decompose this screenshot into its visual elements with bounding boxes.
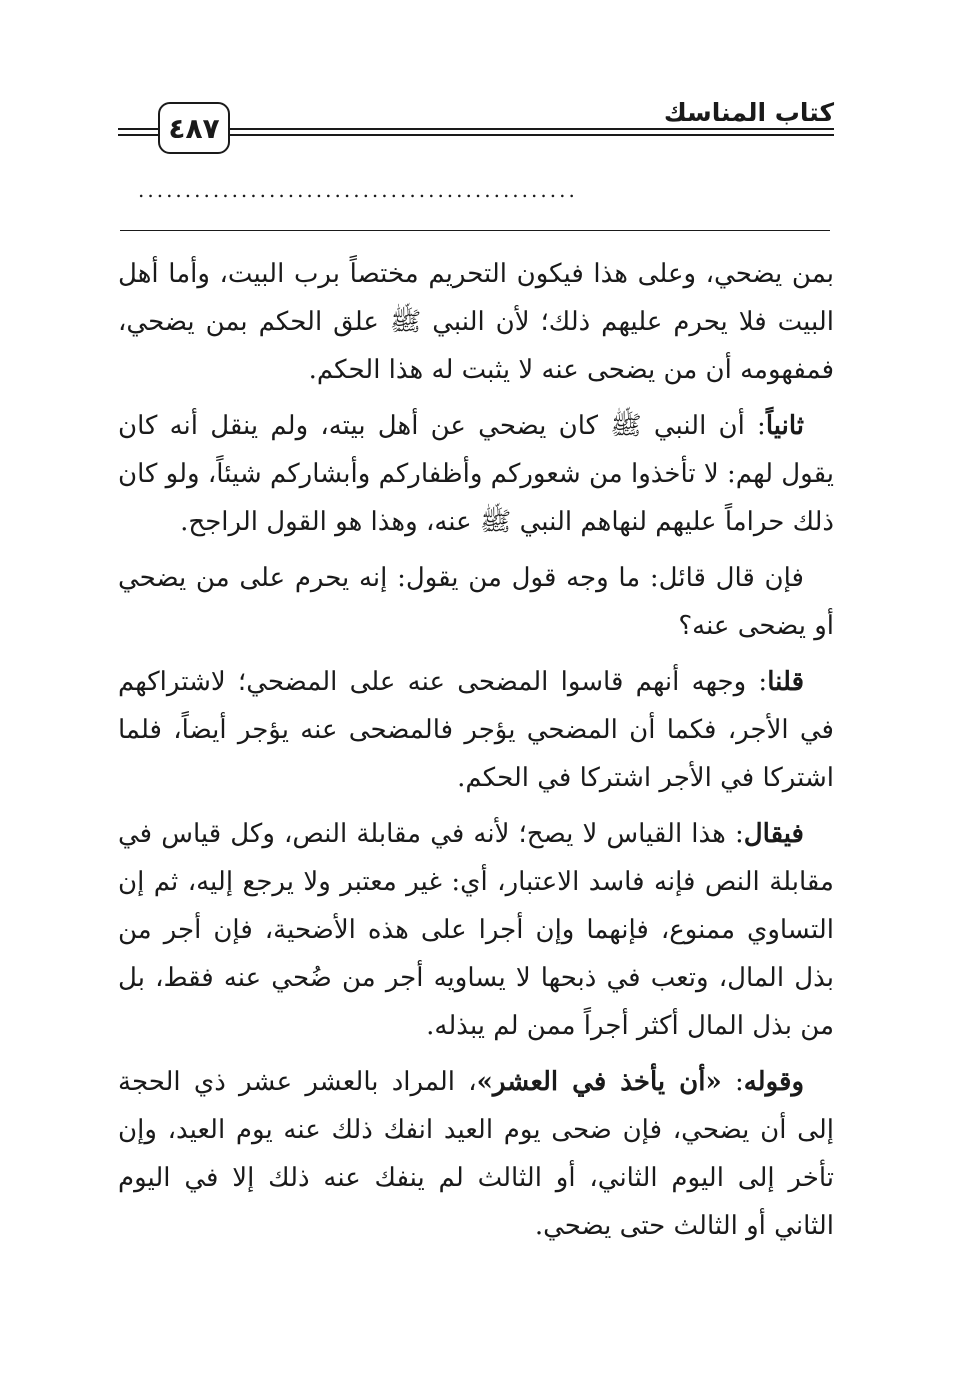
paragraph-5 xyxy=(118,810,834,1050)
paragraph-6-quote: «أن يأخذ في العشر» xyxy=(476,1067,722,1097)
paragraph-4-text: : وجهه أنهم قاسوا المضحى عنه على المضحي؛ لاشتراكهم في الأجر، فكما أن المضحي يؤجر فالمضحى عنه يؤجر أيضاً، فلما اشتركا في الأجر اشتركا في الحكم. xyxy=(118,667,834,793)
paragraph-4 xyxy=(118,658,834,802)
paragraph-6-term: وقوله xyxy=(743,1067,805,1097)
paragraph-5-text: : هذا القياس لا يصح؛ لأنه في مقابلة النص، وكل قياس في مقابلة النص فإنه فاسد الاعتبار، أي: غير معتبر ولا يرجع إليه، ثم إن التساوي ممنوع، فإنهما وإن أجرا على هذه الأضحية، فإن أجر من بذل المال، وتعب في ذبحها لا يساويه أجر من ضُحي عنه فقط، بل من بذل المال أكثر أجراً ممن لم يبذله. xyxy=(118,819,834,1041)
book-title: كتاب المناسك xyxy=(654,98,834,127)
footnote-rule xyxy=(120,230,830,231)
footnote-separator-dots: ............................................... xyxy=(138,178,578,202)
page-header xyxy=(118,98,834,158)
paragraph-4-term: قلنا xyxy=(767,667,804,697)
paragraph-1-text: بمن يضحي، وعلى هذا فيكون التحريم مختصاً برب البيت، وأما أهل البيت فلا يحرم عليهم ذلك؛ لأن النبي ﷺ علق الحكم بمن يضحي، فمفهومه أن من يضحى عنه لا يثبت له هذا الحكم. xyxy=(118,259,834,385)
paragraph-3-text: فإن قال قائل: ما وجه قول من يقول: إنه يحرم على من يضحي أو يضحى عنه؟ xyxy=(118,563,834,641)
paragraph-2-term: ثانياً xyxy=(765,411,804,441)
paragraph-6 xyxy=(118,1058,834,1250)
paragraph-6-text: ، المراد بالعشر عشر ذي الحجة إلى أن يضحي، فإن ضحى يوم العيد انفك ذلك عنه يوم العيد، وإن تأخر إلى اليوم الثاني، أو الثالث لم ينفك عنه ذلك إلا في اليوم الثاني أو الثالث حتى يضحي. xyxy=(118,1067,834,1241)
body-text xyxy=(118,250,834,1264)
paragraph-3 xyxy=(118,554,834,650)
page-number: ٤٨٧ xyxy=(158,102,230,154)
paragraph-1 xyxy=(118,250,834,394)
paragraph-2 xyxy=(118,402,834,546)
paragraph-6-text-a: : xyxy=(721,1067,744,1097)
paragraph-5-term: فيقال xyxy=(743,819,804,849)
paragraph-2-text: : أن النبي ﷺ كان يضحي عن أهل بيته، ولم ينقل أنه كان يقول لهم: لا تأخذوا من شعوركم وأظفاركم وأبشاركم شيئاً، ولو كان ذلك حراماً عليهم لنهاهم النبي ﷺ عنه، وهذا هو القول الراجح. xyxy=(118,411,834,537)
